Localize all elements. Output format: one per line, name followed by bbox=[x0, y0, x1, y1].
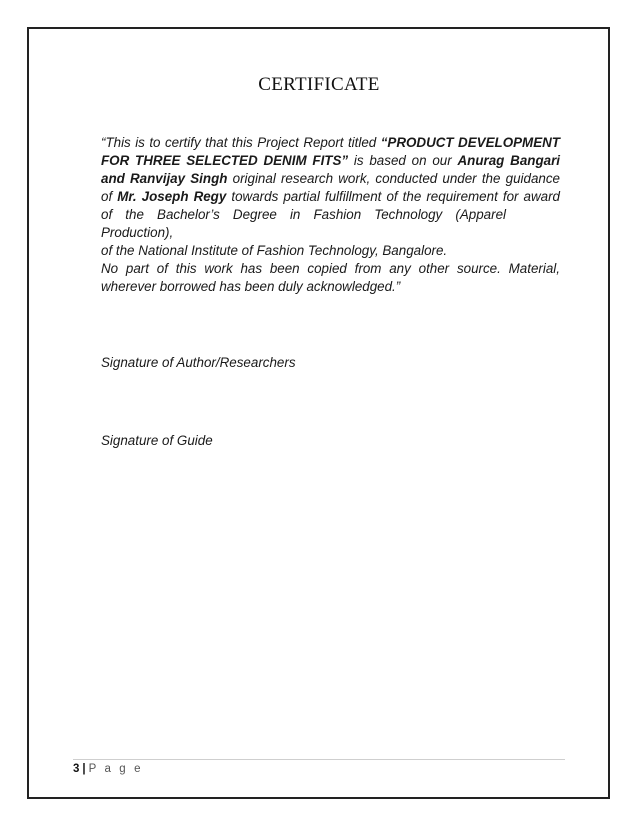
author-signature-label: Signature of Author/Researchers bbox=[101, 355, 296, 370]
statement-degree: towards partial fulfillment of the requirement for award of the Bachelor’s Degree in Fashion Technology (Apparel bbox=[101, 189, 561, 222]
certificate-statement bbox=[101, 134, 560, 242]
project-title: “PRODUCT DEVELOPMENT FOR THREE SELECTED DENIM FITS” bbox=[101, 135, 560, 168]
footer-divider bbox=[73, 759, 565, 760]
statement-based-on: is based on our bbox=[348, 153, 458, 168]
statement-program: Production), bbox=[101, 225, 174, 240]
page-number: 3 bbox=[73, 763, 80, 775]
institute-line: of the National Institute of Fashion Technology, Bangalore. bbox=[101, 243, 448, 258]
footer-separator: | bbox=[82, 763, 86, 775]
statement-intro: “This is to certify that this Project Report titled bbox=[101, 135, 381, 150]
page-footer bbox=[73, 763, 143, 775]
page-label: P a g e bbox=[88, 763, 144, 775]
author-names: Anurag Bangari and Ranvijay Singh bbox=[101, 153, 560, 186]
statement-guidance: original research work, conducted under the guidance of bbox=[101, 171, 560, 204]
disclaimer-text: No part of this work has been copied from any other source. Material, wherever borrowed has been duly acknowledged.” bbox=[101, 261, 560, 294]
guide-name: Mr. Joseph Regy bbox=[117, 189, 227, 204]
guide-signature-label: Signature of Guide bbox=[101, 433, 213, 448]
page-title: CERTIFICATE bbox=[258, 74, 380, 95]
certificate-body bbox=[101, 134, 560, 296]
